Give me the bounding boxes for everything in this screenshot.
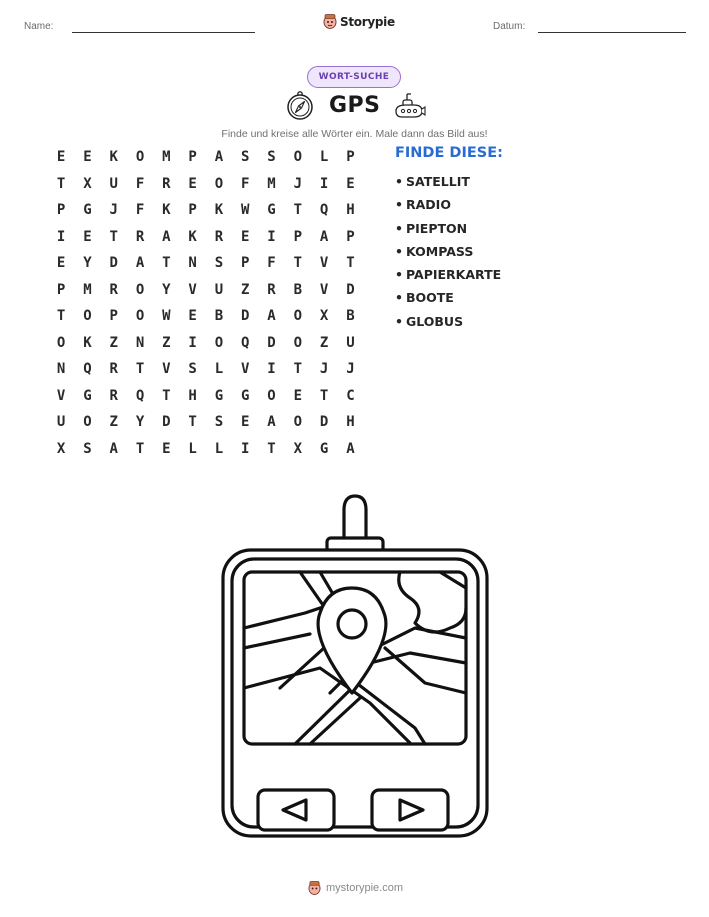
- grid-cell[interactable]: Z: [241, 281, 250, 298]
- grid-cell[interactable]: P: [346, 149, 355, 166]
- grid-cell[interactable]: W: [162, 308, 171, 325]
- grid-cell[interactable]: T: [56, 308, 66, 325]
- submarine-icon: [392, 92, 426, 120]
- storypie-mascot-icon: [323, 13, 337, 30]
- grid-cell[interactable]: J: [293, 175, 303, 192]
- grid-cell[interactable]: X: [83, 175, 92, 192]
- grid-cell[interactable]: B: [346, 308, 355, 325]
- instructions-text: Finde und kreise alle Wörter ein. Male dann das Bild aus!: [221, 128, 488, 140]
- grid-cell[interactable]: K: [109, 149, 118, 166]
- grid-cell[interactable]: Y: [83, 255, 92, 272]
- word-list-item: [395, 286, 501, 309]
- grid-cell[interactable]: V: [241, 361, 250, 378]
- word-label: RADIO: [406, 197, 451, 213]
- grid-cell[interactable]: C: [346, 387, 355, 404]
- grid-cell[interactable]: D: [319, 414, 329, 431]
- grid-cell[interactable]: U: [109, 175, 118, 192]
- grid-cell[interactable]: A: [214, 149, 224, 166]
- grid-cell[interactable]: T: [56, 175, 66, 192]
- word-label: GLOBUS: [406, 313, 464, 329]
- grid-cell[interactable]: G: [267, 202, 276, 219]
- grid-cell[interactable]: A: [346, 440, 355, 457]
- grid-cell[interactable]: F: [241, 175, 250, 192]
- grid-cell[interactable]: T: [162, 255, 171, 272]
- word-list-item: [395, 170, 501, 193]
- grid-cell[interactable]: R: [162, 175, 171, 192]
- grid-cell[interactable]: E: [188, 175, 197, 192]
- grid-cell[interactable]: T: [135, 361, 145, 378]
- grid-cell[interactable]: O: [83, 308, 92, 325]
- word-list-item: [395, 217, 501, 240]
- word-label: SATELLIT: [406, 174, 470, 189]
- grid-cell[interactable]: H: [346, 202, 355, 219]
- grid-cell[interactable]: R: [109, 281, 118, 298]
- word-label: PAPIERKARTE: [406, 267, 502, 283]
- grid-cell[interactable]: O: [135, 149, 145, 166]
- bullet: •: [395, 197, 403, 213]
- grid-cell[interactable]: P: [188, 202, 197, 219]
- grid-cell[interactable]: Q: [319, 202, 329, 219]
- grid-cell[interactable]: T: [188, 414, 197, 431]
- grid-cell[interactable]: E: [188, 308, 197, 325]
- grid-cell[interactable]: E: [241, 414, 250, 431]
- name-label: Name:: [24, 21, 54, 32]
- grid-cell[interactable]: R: [109, 361, 118, 378]
- grid-cell[interactable]: T: [293, 202, 303, 219]
- grid-cell[interactable]: N: [135, 334, 145, 351]
- grid-cell[interactable]: T: [267, 440, 276, 457]
- word-list-item: [395, 310, 501, 333]
- grid-cell[interactable]: G: [319, 440, 329, 457]
- date-label: Datum:: [493, 21, 526, 32]
- grid-cell[interactable]: I: [241, 440, 250, 457]
- grid-cell[interactable]: F: [135, 202, 145, 219]
- grid-cell[interactable]: Y: [162, 281, 171, 298]
- grid-cell[interactable]: V: [56, 387, 66, 404]
- grid-cell[interactable]: Q: [135, 387, 145, 404]
- grid-cell[interactable]: O: [293, 334, 303, 351]
- grid-cell[interactable]: O: [293, 308, 303, 325]
- brand-name: Storypie: [340, 14, 395, 29]
- grid-cell[interactable]: A: [135, 255, 145, 272]
- grid-cell[interactable]: K: [162, 202, 171, 219]
- grid-cell[interactable]: T: [319, 387, 329, 404]
- grid-cell[interactable]: M: [267, 175, 276, 192]
- grid-cell[interactable]: V: [319, 255, 329, 272]
- grid-cell[interactable]: E: [346, 175, 355, 192]
- bullet: •: [395, 220, 403, 236]
- grid-cell[interactable]: S: [241, 149, 250, 166]
- grid-cell[interactable]: E: [162, 440, 171, 457]
- grid-cell[interactable]: Q: [83, 361, 92, 378]
- grid-cell[interactable]: P: [293, 228, 303, 245]
- grid-cell[interactable]: D: [241, 308, 250, 325]
- grid-cell[interactable]: I: [267, 228, 276, 245]
- grid-cell[interactable]: N: [56, 361, 66, 378]
- word-label: KOMPASS: [406, 243, 474, 259]
- compass-icon: [285, 90, 315, 122]
- grid-cell[interactable]: D: [162, 414, 171, 431]
- grid-cell[interactable]: K: [83, 334, 92, 351]
- grid-cell[interactable]: E: [56, 149, 66, 166]
- grid-cell[interactable]: O: [293, 149, 303, 166]
- grid-cell[interactable]: S: [267, 149, 276, 166]
- grid-cell[interactable]: Z: [319, 334, 329, 351]
- grid-cell[interactable]: O: [214, 175, 224, 192]
- grid-cell[interactable]: O: [214, 334, 224, 351]
- grid-cell[interactable]: U: [214, 281, 224, 298]
- word-list-item: [395, 240, 501, 263]
- grid-cell[interactable]: V: [319, 281, 329, 298]
- grid-cell[interactable]: G: [214, 387, 224, 404]
- grid-cell[interactable]: J: [346, 361, 355, 378]
- grid-cell[interactable]: P: [188, 149, 197, 166]
- grid-cell[interactable]: R: [135, 228, 145, 245]
- grid-cell[interactable]: T: [109, 228, 118, 245]
- grid-cell[interactable]: I: [188, 334, 197, 351]
- grid-cell[interactable]: A: [162, 228, 171, 245]
- bullet: •: [395, 174, 403, 189]
- letter-grid[interactable]: [48, 144, 364, 462]
- grid-cell[interactable]: I: [267, 361, 276, 378]
- antenna-shape: [344, 496, 366, 538]
- grid-cell[interactable]: L: [214, 361, 224, 378]
- grid-cell[interactable]: O: [135, 308, 145, 325]
- grid-cell[interactable]: W: [241, 202, 250, 219]
- grid-cell[interactable]: O: [56, 334, 66, 351]
- grid-cell[interactable]: A: [109, 440, 118, 457]
- grid-cell[interactable]: T: [162, 387, 171, 404]
- grid-cell[interactable]: J: [319, 361, 329, 378]
- grid-cell[interactable]: O: [267, 387, 276, 404]
- grid-cell[interactable]: J: [109, 202, 118, 219]
- grid-cell[interactable]: H: [188, 387, 197, 404]
- grid-cell[interactable]: B: [214, 308, 224, 325]
- grid-cell[interactable]: T: [135, 440, 145, 457]
- gps-device-map-illustration: [210, 488, 500, 848]
- grid-cell[interactable]: U: [56, 414, 66, 431]
- grid-cell[interactable]: M: [162, 149, 171, 166]
- grid-cell[interactable]: F: [135, 175, 145, 192]
- grid-cell[interactable]: R: [214, 228, 224, 245]
- grid-cell[interactable]: G: [241, 387, 250, 404]
- grid-cell[interactable]: O: [135, 281, 145, 298]
- grid-cell[interactable]: Z: [162, 334, 171, 351]
- grid-cell[interactable]: K: [214, 202, 224, 219]
- storypie-mascot-icon: [308, 880, 321, 896]
- grid-cell[interactable]: D: [109, 255, 118, 272]
- name-line[interactable]: [72, 32, 255, 33]
- grid-cell[interactable]: S: [83, 440, 92, 457]
- footer-url[interactable]: mystorypie.com: [326, 882, 404, 894]
- grid-cell[interactable]: T: [293, 255, 303, 272]
- word-list-item: [395, 193, 501, 216]
- grid-cell[interactable]: L: [319, 149, 329, 166]
- word-label: BOOTE: [406, 290, 454, 306]
- grid-cell[interactable]: G: [83, 387, 92, 404]
- grid-cell[interactable]: L: [188, 440, 197, 457]
- grid-cell[interactable]: P: [109, 308, 118, 325]
- grid-cell[interactable]: A: [267, 414, 276, 431]
- grid-cell[interactable]: A: [267, 308, 276, 325]
- grid-cell[interactable]: G: [83, 202, 92, 219]
- grid-cell[interactable]: M: [83, 281, 92, 298]
- grid-cell[interactable]: A: [319, 228, 329, 245]
- grid-cell[interactable]: I: [319, 175, 329, 192]
- page-title: GPS: [329, 93, 381, 118]
- grid-cell[interactable]: E: [83, 228, 92, 245]
- bullet: •: [395, 290, 403, 306]
- grid-cell[interactable]: H: [346, 414, 355, 431]
- grid-cell[interactable]: V: [162, 361, 171, 378]
- grid-cell[interactable]: P: [56, 202, 66, 219]
- grid-cell[interactable]: X: [56, 440, 66, 457]
- word-list-item: [395, 263, 501, 286]
- grid-cell[interactable]: T: [293, 361, 303, 378]
- grid-cell[interactable]: B: [293, 281, 303, 298]
- grid-cell[interactable]: I: [56, 228, 66, 245]
- grid-cell[interactable]: Z: [109, 414, 118, 431]
- grid-cell[interactable]: D: [346, 281, 355, 298]
- word-search-badge: WORT-SUCHE: [307, 66, 401, 88]
- grid-cell[interactable]: T: [346, 255, 355, 272]
- grid-cell[interactable]: Q: [241, 334, 250, 351]
- grid-cell[interactable]: R: [109, 387, 118, 404]
- footer: [308, 880, 403, 896]
- grid-cell[interactable]: P: [56, 281, 66, 298]
- grid-cell[interactable]: S: [214, 414, 224, 431]
- grid-cell[interactable]: Y: [135, 414, 145, 431]
- bullet: •: [395, 313, 403, 329]
- bullet: •: [395, 267, 403, 283]
- grid-cell[interactable]: P: [241, 255, 250, 272]
- grid-cell[interactable]: P: [346, 228, 355, 245]
- grid-cell[interactable]: E: [83, 149, 92, 166]
- grid-cell[interactable]: E: [241, 228, 250, 245]
- grid-cell[interactable]: S: [214, 255, 224, 272]
- grid-cell[interactable]: U: [346, 334, 355, 351]
- word-label: PIEPTON: [406, 220, 468, 236]
- date-line[interactable]: [538, 32, 686, 33]
- grid-cell[interactable]: E: [56, 255, 66, 272]
- grid-cell[interactable]: R: [267, 281, 276, 298]
- grid-cell[interactable]: L: [214, 440, 224, 457]
- grid-cell[interactable]: N: [188, 255, 197, 272]
- grid-cell[interactable]: S: [188, 361, 197, 378]
- word-list: [395, 170, 501, 333]
- grid-cell[interactable]: K: [188, 228, 197, 245]
- grid-cell[interactable]: E: [293, 387, 303, 404]
- location-pin-hole: [338, 610, 366, 638]
- grid-cell[interactable]: O: [83, 414, 92, 431]
- grid-cell[interactable]: X: [293, 440, 303, 457]
- grid-cell[interactable]: Z: [109, 334, 118, 351]
- grid-cell[interactable]: X: [319, 308, 329, 325]
- bullet: •: [395, 243, 403, 259]
- find-these-heading: FINDE DIESE:: [395, 145, 503, 161]
- grid-cell[interactable]: D: [267, 334, 276, 351]
- grid-cell[interactable]: V: [188, 281, 197, 298]
- brand-logo: [323, 13, 395, 30]
- grid-cell[interactable]: O: [293, 414, 303, 431]
- grid-cell[interactable]: F: [267, 255, 276, 272]
